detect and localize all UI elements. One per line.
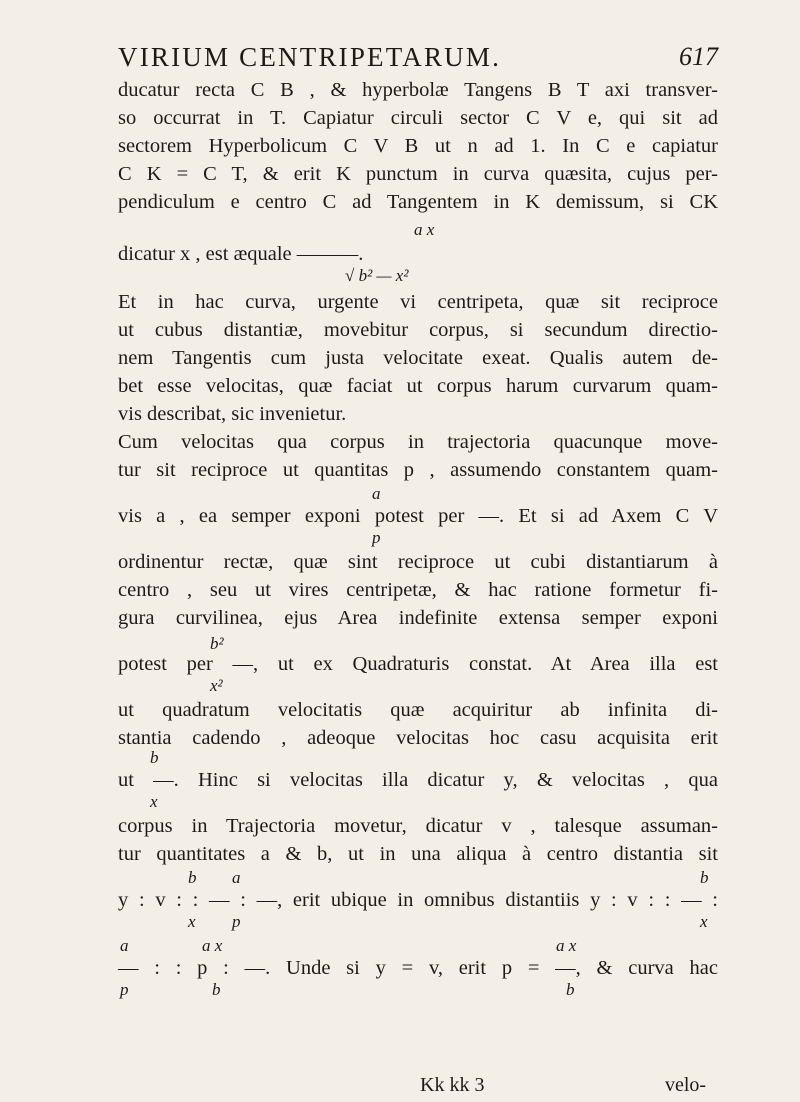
text-line: corpus in Trajectoria movetur, dicatur v , talesque assuman-	[118, 815, 718, 837]
fraction-numerator: b	[700, 868, 709, 887]
text-line: ordinentur rectæ, quæ sint reciproce ut cubi distantiarum à	[118, 551, 718, 573]
text-line: sectorem Hyperbolicum C V B ut n ad 1. In C e capiatur	[118, 135, 718, 157]
text-line: stantia cadendo , adeoque velocitas hoc casu acquisita erit	[118, 727, 718, 749]
fraction-numerator: a x	[556, 936, 577, 955]
fraction-numerator: b	[150, 748, 159, 767]
text-line: Cum velocitas qua corpus in trajectoria quacunque move-	[118, 431, 718, 453]
text-line: ducatur recta C B , & hyperbolæ Tangens B T axi transver-	[118, 79, 718, 101]
fraction-numerator: a x	[414, 220, 435, 239]
text-line: tur sit reciproce ut quantitas p , assumendo constantem quam-	[118, 459, 718, 481]
fraction-numerator: b	[188, 868, 197, 887]
text-line: bet esse velocitas, quæ faciat ut corpus harum curvarum quam-	[118, 375, 718, 397]
fraction-numerator: a	[372, 484, 381, 503]
text-line: so occurrat in T. Capiatur circuli sector C V e, qui sit ad	[118, 107, 718, 129]
text-line: vis describat, sic invenietur.	[118, 403, 347, 425]
text-line: vis a , ea semper exponi potest per —. Et si ad Axem C V	[118, 505, 718, 527]
fraction-denominator: p	[372, 528, 381, 547]
text-line: potest per —, ut ex Quadraturis constat. At Area illa est	[118, 653, 718, 675]
fraction-numerator: a	[232, 868, 241, 887]
text-line: nem Tangentis cum justa velocitate exeat. Qualis autem de-	[118, 347, 718, 369]
page-header	[118, 42, 718, 72]
text-line: gura curvilinea, ejus Area indefinite extensa semper exponi	[118, 607, 718, 629]
text-line: — : : p : —. Unde si y = v, erit p = —, & curva hac	[118, 957, 718, 979]
fraction-denominator: x	[188, 912, 196, 931]
fraction-denominator: p	[120, 980, 129, 999]
signature-mark: Kk kk 3	[420, 1074, 485, 1096]
running-title: VIRIUM CENTRIPETARUM.	[118, 42, 502, 72]
text-line: Et in hac curva, urgente vi centripeta, quæ sit reciproce	[118, 291, 718, 313]
text-line: ut quadratum velocitatis quæ acquiritur ab infinita di-	[118, 699, 718, 721]
fraction-denominator: b	[212, 980, 221, 999]
catchword: velo-	[665, 1074, 707, 1096]
fraction-denominator: x	[700, 912, 708, 931]
page-number: 617	[679, 42, 718, 71]
text-line: pendiculum e centro C ad Tangentem in K demissum, si CK	[118, 191, 718, 213]
fraction-denominator: √ b² — x²	[345, 266, 409, 285]
text-line: ut cubus distantiæ, movebitur corpus, si secundum directio-	[118, 319, 718, 341]
fraction-denominator: p	[232, 912, 241, 931]
text-line: ut —. Hinc si velocitas illa dicatur y, & velocitas , qua	[118, 769, 718, 791]
text-line: C K = C T, & erit K punctum in curva quæsita, cujus per-	[118, 163, 718, 185]
fraction-denominator: x	[150, 792, 158, 811]
fraction-numerator: a	[120, 936, 129, 955]
text-line: y : v : : — : —, erit ubique in omnibus distantiis y : v : : — :	[118, 889, 718, 911]
text-line: centro , seu ut vires centripetæ, & hac ratione formetur fi-	[118, 579, 718, 601]
text-line: tur quantitates a & b, ut in una aliqua à centro distantia sit	[118, 843, 718, 865]
fraction-denominator: x²	[210, 676, 223, 695]
fraction-numerator: a x	[202, 936, 223, 955]
fraction-denominator: b	[566, 980, 575, 999]
fraction-denominator: b²	[210, 634, 224, 653]
text-line: dicatur x , est æquale ———.	[118, 243, 364, 265]
